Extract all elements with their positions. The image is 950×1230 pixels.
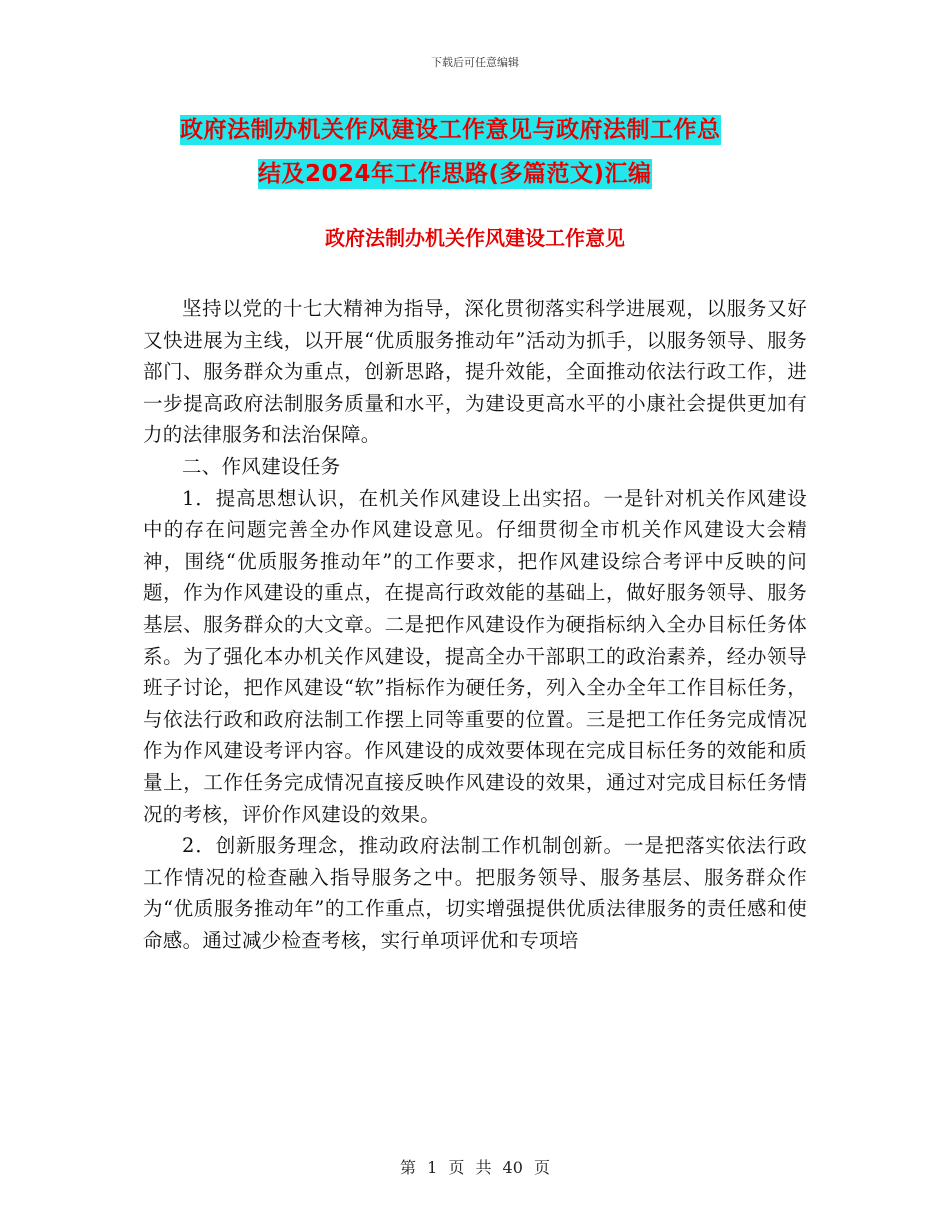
paragraph-item-1: 1．提高思想认识，在机关作风建设上出实招。一是针对机关作风建设中的存在问题完善全办作风建设意见。仔细贯彻全市机关作风建设大会精神，围绕“优质服务推动年”的工作要求，把作风建设综合考评中反映的问题，作为作风建设的重点，在提高行政效能的基础上，做好服务领导、服务基层、服务群众的大文章。二是把作风建设作为硬指标纳入全办目标任务体系。为了强化本办机关作风建设，提高全办干部职工的政治素养，经办领导班子讨论，把作风建设“软”指标作为硬任务，列入全办全年工作目标任务，与依法行政和政府法制工作摆上同等重要的位置。三是把工作任务完成情况作为作风建设考评内容。作风建设的成效要体现在完成目标任务的效能和质量上，工作任务完成情况直接反映作风建设的效果，通过对完成目标任务情况的考核，评价作风建设的效果。	[143, 486, 807, 826]
document-title-line-1: 政府法制办机关作风建设工作意见与政府法制工作总	[180, 117, 721, 143]
page-number-footer: 第 1 页 共 40 页	[400, 1158, 550, 1177]
paragraph-intro: 坚持以党的十七大精神为指导，深化贯彻落实科学进展观，以服务又好又快进展为主线，以开展“优质服务推动年”活动为抓手，以服务领导、服务部门、服务群众为重点，创新思路，提升效能，全面推动依法行政工作，进一步提高政府法制服务质量和水平，为建设更高水平的小康社会提供更加有力的法律服务和法治保障。	[143, 297, 807, 447]
section-title: 政府法制办机关作风建设工作意见	[325, 226, 625, 250]
document-body	[143, 293, 807, 956]
paragraph-item-2: 2．创新服务理念，推动政府法制工作机制创新。一是把落实依法行政工作情况的检查融入指导服务之中。把服务领导、服务基层、服务群众作为“优质服务推动年”的工作重点，切实增强提供优质法律服务的责任感和使命感。通过减少检查考核，实行单项评优和专项培	[143, 834, 807, 952]
document-title-line-2: 结及2024年工作思路(多篇范文)汇编	[258, 161, 652, 187]
document-title	[180, 108, 820, 196]
page-header-note: 下载后可任意编辑	[431, 56, 519, 69]
paragraph-heading-tasks: 二、作风建设任务	[182, 454, 341, 478]
